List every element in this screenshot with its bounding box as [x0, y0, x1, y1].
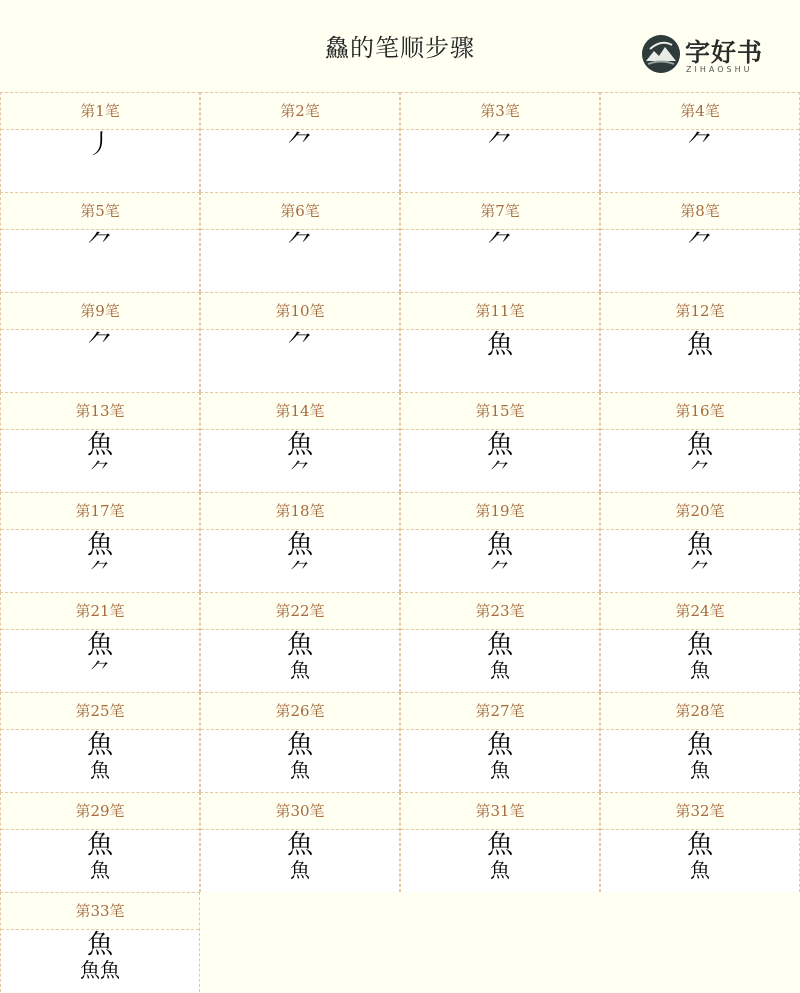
stroke-step-glyph-icon: 魚 魚 — [486, 830, 514, 882]
stroke-step-label: 第13笔 — [1, 393, 199, 430]
stroke-step-label: 第1笔 — [1, 93, 199, 130]
stroke-step-glyph-icon: 魚 魚 — [686, 630, 714, 682]
stroke-step-glyph-area — [1, 830, 199, 892]
stroke-step-glyph-area — [1, 430, 199, 492]
stroke-step-glyph-icon: ⺈ — [286, 130, 314, 160]
stroke-step-cell — [600, 292, 800, 392]
stroke-step-glyph-area — [201, 830, 399, 892]
stroke-step-glyph-area — [601, 830, 799, 892]
stroke-step-glyph-icon: 魚 — [486, 330, 514, 360]
stroke-step-glyph-icon: 魚 ⺈ — [286, 430, 314, 482]
logo-emblem-icon — [642, 35, 680, 73]
stroke-step-label: 第28笔 — [601, 693, 799, 730]
stroke-step-label: 第18笔 — [201, 493, 399, 530]
stroke-step-cell — [600, 792, 800, 892]
stroke-step-label: 第27笔 — [401, 693, 599, 730]
stroke-step-label: 第25笔 — [1, 693, 199, 730]
stroke-step-glyph-area — [601, 730, 799, 792]
stroke-step-glyph-icon: 魚 魚 — [86, 730, 114, 782]
stroke-step-label: 第20笔 — [601, 493, 799, 530]
stroke-step-cell — [600, 692, 800, 792]
stroke-step-label: 第10笔 — [201, 293, 399, 330]
stroke-step-glyph-area — [201, 130, 399, 192]
stroke-step-cell — [400, 392, 600, 492]
stroke-step-cell — [200, 192, 400, 292]
stroke-step-glyph-area — [201, 630, 399, 692]
stroke-step-glyph-area — [601, 330, 799, 392]
stroke-step-glyph-area — [401, 330, 599, 392]
stroke-step-glyph-area — [1, 530, 199, 592]
stroke-step-cell — [400, 492, 600, 592]
stroke-step-glyph-icon: ⺈ — [86, 330, 114, 360]
stroke-step-glyph-icon: 魚 ⺈ — [86, 430, 114, 482]
stroke-step-glyph-icon: 魚 魚 — [686, 730, 714, 782]
stroke-step-glyph-area — [201, 730, 399, 792]
stroke-step-cell — [0, 492, 200, 592]
stroke-step-label: 第4笔 — [601, 93, 799, 130]
stroke-step-cell — [200, 392, 400, 492]
stroke-step-label: 第15笔 — [401, 393, 599, 430]
stroke-step-glyph-icon: 魚 ⺈ — [86, 630, 114, 682]
stroke-step-cell — [400, 192, 600, 292]
site-logo[interactable] — [642, 33, 772, 77]
stroke-step-cell — [0, 92, 200, 192]
stroke-step-glyph-icon: 魚 ⺈ — [686, 430, 714, 482]
stroke-step-glyph-area — [601, 230, 799, 292]
stroke-step-cell — [0, 192, 200, 292]
stroke-step-cell — [0, 892, 200, 992]
stroke-step-cell — [400, 592, 600, 692]
stroke-step-cell — [600, 592, 800, 692]
stroke-step-glyph-area — [1, 630, 199, 692]
stroke-step-label: 第21笔 — [1, 593, 199, 630]
stroke-step-cell — [200, 692, 400, 792]
stroke-step-label: 第23笔 — [401, 593, 599, 630]
stroke-step-glyph-area — [401, 530, 599, 592]
stroke-step-glyph-icon: 魚 ⺈ — [86, 530, 114, 582]
stroke-step-glyph-icon: ⺈ — [286, 230, 314, 260]
logo-subtitle: ZIHAOSHU — [686, 65, 753, 74]
stroke-step-cell — [0, 592, 200, 692]
stroke-step-cell — [400, 692, 600, 792]
stroke-step-glyph-icon: 魚 ⺈ — [486, 530, 514, 582]
stroke-step-glyph-icon: 魚 ⺈ — [686, 530, 714, 582]
stroke-step-cell — [0, 392, 200, 492]
stroke-step-cell — [200, 592, 400, 692]
stroke-step-cell — [0, 792, 200, 892]
stroke-step-glyph-icon: 魚 魚 — [486, 630, 514, 682]
stroke-step-cell — [0, 692, 200, 792]
stroke-step-cell — [600, 492, 800, 592]
stroke-step-glyph-icon: 魚 ⺈ — [286, 530, 314, 582]
stroke-step-glyph-icon: 魚 魚 — [486, 730, 514, 782]
stroke-step-glyph-area — [201, 530, 399, 592]
stroke-step-glyph-area — [401, 130, 599, 192]
stroke-step-glyph-icon: 魚 魚 — [86, 830, 114, 882]
stroke-step-label: 第26笔 — [201, 693, 399, 730]
stroke-step-glyph-area — [401, 830, 599, 892]
stroke-step-cell — [400, 92, 600, 192]
page-title: 鱻的笔顺步骤 — [325, 34, 475, 62]
stroke-step-label: 第22笔 — [201, 593, 399, 630]
stroke-step-cell — [600, 392, 800, 492]
page-header — [0, 0, 800, 92]
stroke-step-glyph-area — [201, 430, 399, 492]
stroke-step-label: 第14笔 — [201, 393, 399, 430]
stroke-step-glyph-area — [1, 130, 199, 192]
stroke-step-cell — [200, 292, 400, 392]
stroke-step-glyph-icon: 魚 魚魚 — [80, 930, 120, 982]
stroke-step-glyph-icon: ⺈ — [486, 230, 514, 260]
stroke-step-label: 第3笔 — [401, 93, 599, 130]
stroke-step-glyph-area — [401, 730, 599, 792]
stroke-step-label: 第30笔 — [201, 793, 399, 830]
stroke-step-cell — [200, 492, 400, 592]
stroke-step-label: 第12笔 — [601, 293, 799, 330]
stroke-step-glyph-icon: ⺈ — [486, 130, 514, 160]
stroke-step-cell — [400, 792, 600, 892]
stroke-step-glyph-area — [401, 230, 599, 292]
stroke-step-label: 第33笔 — [1, 893, 199, 930]
stroke-step-glyph-icon: 魚 魚 — [686, 830, 714, 882]
stroke-step-glyph-icon: 魚 — [686, 330, 714, 360]
stroke-step-label: 第8笔 — [601, 193, 799, 230]
stroke-step-label: 第31笔 — [401, 793, 599, 830]
stroke-step-glyph-icon: ⺈ — [686, 230, 714, 260]
stroke-step-cell — [600, 92, 800, 192]
stroke-step-glyph-icon: 丿 — [86, 130, 114, 160]
stroke-step-glyph-icon: 魚 ⺈ — [486, 430, 514, 482]
stroke-step-glyph-area — [1, 330, 199, 392]
stroke-step-label: 第16笔 — [601, 393, 799, 430]
stroke-step-label: 第19笔 — [401, 493, 599, 530]
stroke-step-glyph-area — [401, 430, 599, 492]
stroke-step-glyph-area — [1, 930, 199, 992]
stroke-step-glyph-icon: 魚 魚 — [286, 730, 314, 782]
stroke-step-label: 第7笔 — [401, 193, 599, 230]
stroke-step-label: 第5笔 — [1, 193, 199, 230]
stroke-step-glyph-area — [601, 530, 799, 592]
stroke-step-glyph-area — [1, 730, 199, 792]
stroke-step-glyph-icon: 魚 魚 — [286, 630, 314, 682]
stroke-step-glyph-area — [1, 230, 199, 292]
stroke-step-glyph-area — [401, 630, 599, 692]
logo-name: 字好书 — [685, 38, 764, 67]
stroke-step-cell — [400, 292, 600, 392]
stroke-step-glyph-icon: ⺈ — [86, 230, 114, 260]
stroke-step-glyph-area — [601, 630, 799, 692]
stroke-step-glyph-area — [201, 230, 399, 292]
stroke-step-glyph-icon: ⺈ — [286, 330, 314, 360]
stroke-step-glyph-area — [201, 330, 399, 392]
stroke-step-cell — [200, 92, 400, 192]
stroke-step-label: 第24笔 — [601, 593, 799, 630]
stroke-step-cell — [0, 292, 200, 392]
stroke-step-label: 第9笔 — [1, 293, 199, 330]
stroke-step-glyph-area — [601, 430, 799, 492]
stroke-step-label: 第17笔 — [1, 493, 199, 530]
stroke-step-cell — [200, 792, 400, 892]
stroke-step-label: 第2笔 — [201, 93, 399, 130]
stroke-step-glyph-icon: ⺈ — [686, 130, 714, 160]
stroke-step-label: 第29笔 — [1, 793, 199, 830]
stroke-step-glyph-icon: 魚 魚 — [286, 830, 314, 882]
stroke-step-label: 第11笔 — [401, 293, 599, 330]
stroke-step-label: 第32笔 — [601, 793, 799, 830]
stroke-step-glyph-area — [601, 130, 799, 192]
stroke-step-cell — [600, 192, 800, 292]
stroke-step-label: 第6笔 — [201, 193, 399, 230]
